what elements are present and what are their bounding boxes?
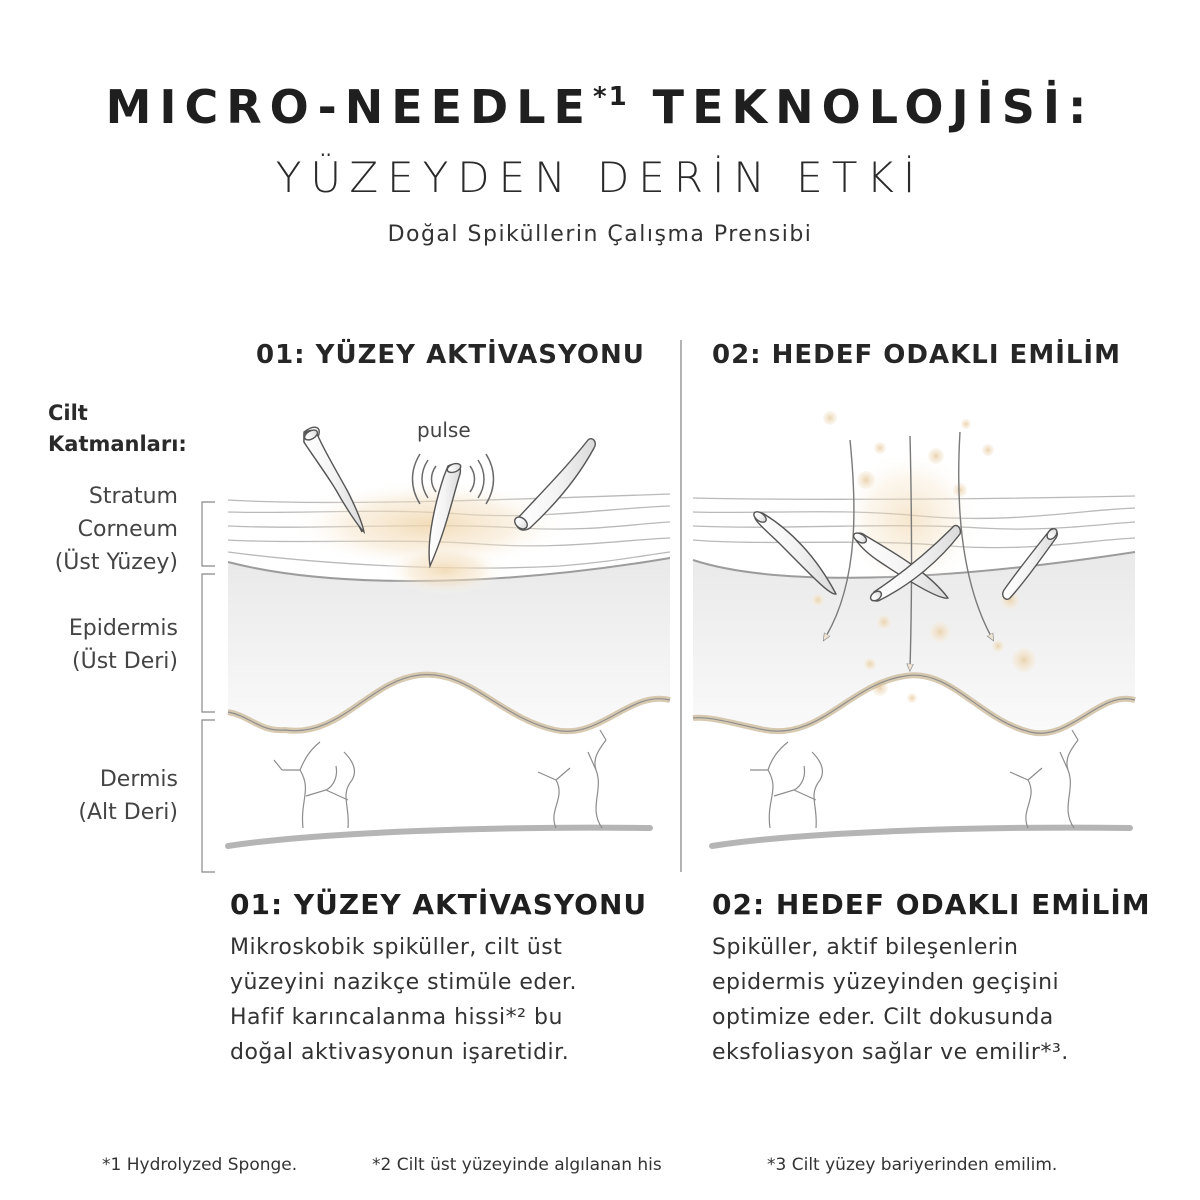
footnote-1: *1 Hydrolyzed Sponge.	[102, 1155, 298, 1175]
description2-body	[712, 930, 1152, 1070]
description2-line: epidermis yüzeyinden geçişini	[712, 970, 1060, 995]
stratum-line3: (Üst Yüzey)	[54, 550, 178, 575]
footnote-2: *2 Cilt üst yüzeyinde algılanan his	[372, 1155, 662, 1175]
pulse-label: pulse	[417, 418, 471, 442]
panel1-skin	[228, 427, 670, 846]
description2-line: optimize eder. Cilt dokusunda	[712, 1005, 1054, 1030]
dermis-line1: Dermis	[99, 767, 178, 792]
description1-heading: 01: YÜZEY AKTİVASYONU	[230, 888, 648, 921]
skin-layers-heading-line1: Cilt	[48, 401, 88, 425]
description2-heading: 02: HEDEF ODAKLI EMİLİM	[712, 888, 1151, 921]
panel1-heading: 01: YÜZEY AKTİVASYONU	[256, 340, 645, 370]
description1-body	[230, 930, 670, 1070]
panel2-heading: 02: HEDEF ODAKLI EMİLİM	[712, 340, 1121, 370]
description2-line: eksfoliasyon sağlar ve emilir*³.	[712, 1040, 1069, 1065]
description1-line: Mikroskobik spiküller, cilt üst	[230, 935, 563, 960]
layer-brackets	[202, 502, 215, 872]
epidermis-line2: (Üst Deri)	[72, 649, 178, 674]
description1-line: doğal aktivasyonun işaretidir.	[230, 1040, 570, 1065]
title-rest: TEKNOLOJİSİ:	[628, 80, 1095, 134]
description2-line: Spiküller, aktif bileşenlerin	[712, 935, 1019, 960]
footnote-3: *3 Cilt yüzey bariyerinden emilim.	[767, 1155, 1058, 1175]
title-footnote-mark: *1	[592, 82, 629, 112]
description1-line: Hafif karıncalanma hissi*² bu	[230, 1005, 563, 1030]
title-main: MICRO-NEEDLE	[105, 80, 593, 134]
panel2-skin	[693, 411, 1135, 846]
label-dermis	[8, 763, 178, 829]
skin-layers-heading	[48, 398, 187, 460]
epidermis-line1: Epidermis	[68, 616, 178, 641]
stratum-line2: Corneum	[77, 517, 178, 542]
skin-layers-heading-line2: Katmanları:	[48, 432, 187, 456]
stratum-line1: Stratum	[88, 484, 178, 509]
dermis-line2: (Alt Deri)	[78, 800, 178, 825]
page-tagline: Doğal Spiküllerin Çalışma Prensibi	[387, 222, 813, 247]
description1-line: yüzeyini nazikçe stimüle eder.	[230, 970, 577, 995]
label-stratum-corneum	[8, 480, 178, 579]
page-subtitle: YÜZEYDEN DERİN ETKİ	[275, 153, 925, 202]
label-epidermis	[8, 612, 178, 678]
